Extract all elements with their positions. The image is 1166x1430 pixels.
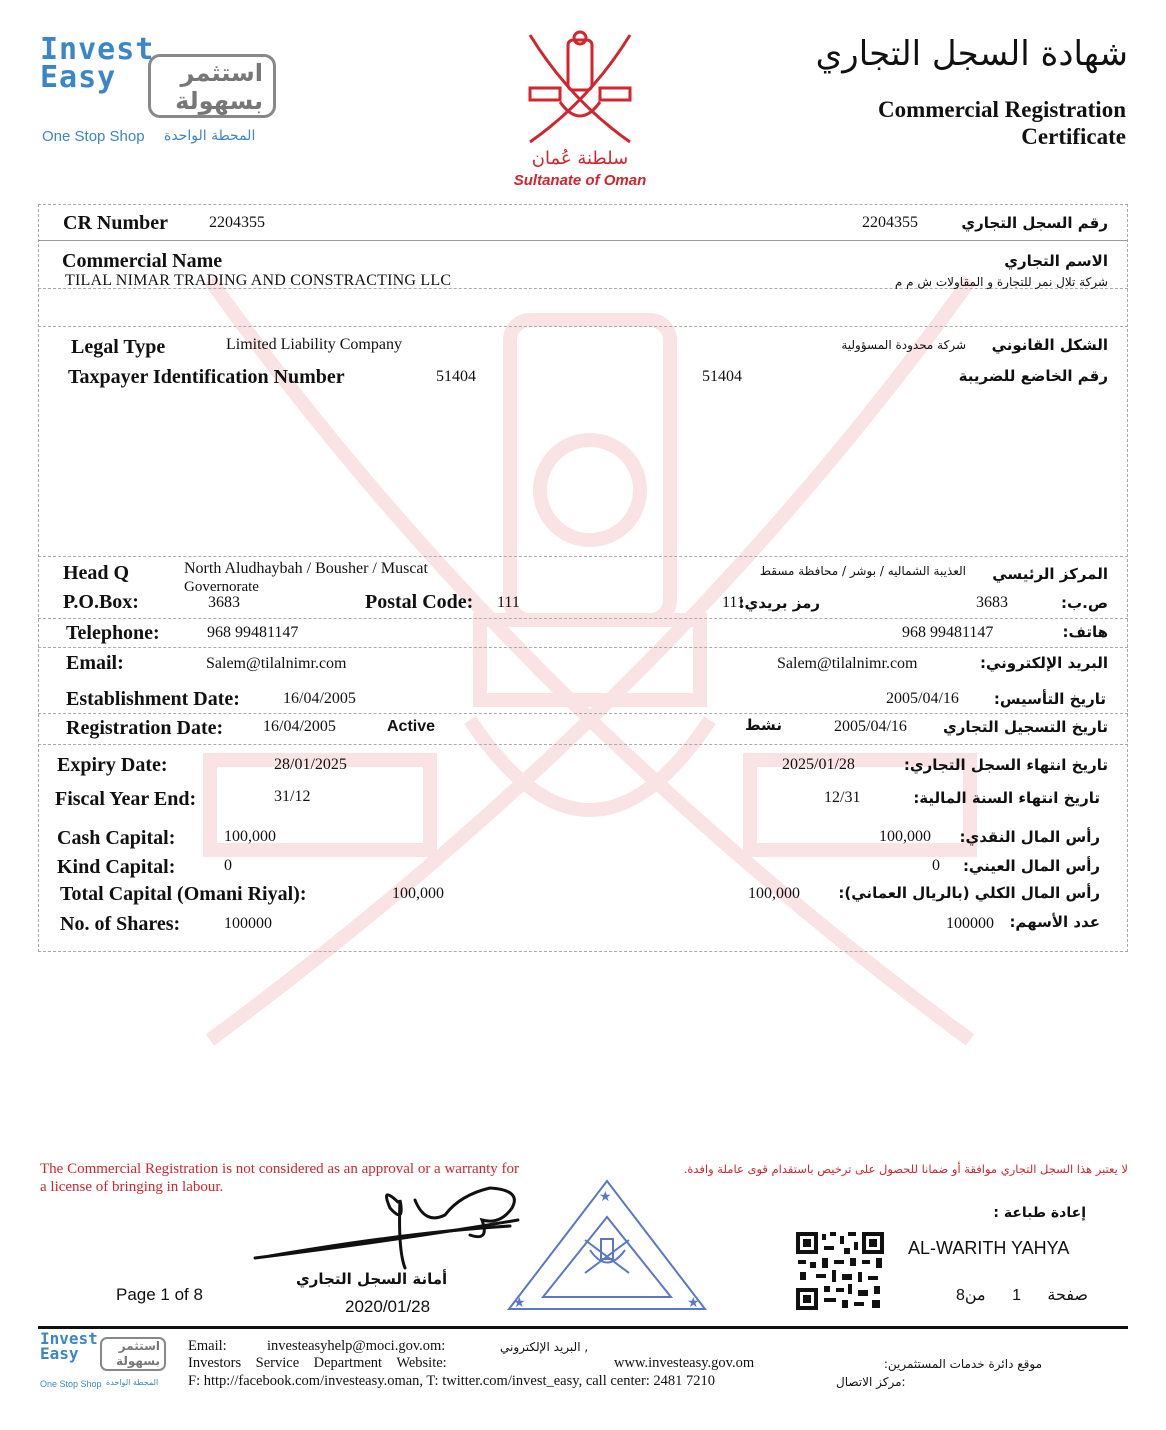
logo-text-invest: Invest bbox=[40, 32, 155, 67]
qr-code[interactable] bbox=[796, 1232, 884, 1310]
khanjar-icon bbox=[500, 30, 660, 150]
invest-easy-footer-logo bbox=[40, 1331, 172, 1393]
status-badge: Active bbox=[387, 718, 436, 735]
svg-text:★: ★ bbox=[599, 1189, 612, 1205]
page-indicator-ar: صفحة 1 من8 bbox=[955, 1287, 1088, 1304]
postal-code-label: Postal Code: bbox=[365, 591, 474, 613]
logo-text-ar-1: استثمر bbox=[180, 59, 263, 87]
registration-date-value: 16/04/2005 bbox=[263, 718, 336, 735]
total-capital-label: Total Capital (Omani Riyal): bbox=[60, 883, 307, 905]
legal-type-label-ar: الشكل القانوني bbox=[991, 336, 1108, 354]
email-label-ar: البريد الإلكتروني: bbox=[980, 654, 1108, 672]
footer-logo-ar-1: استثمر bbox=[118, 1339, 160, 1353]
head-q-label: Head Q bbox=[63, 562, 130, 584]
kind-capital-label: Kind Capital: bbox=[57, 856, 176, 878]
expiry-date-label: Expiry Date: bbox=[57, 754, 168, 776]
divider bbox=[38, 647, 1128, 648]
taxpayer-id-label: Taxpayer Identification Number bbox=[68, 366, 345, 388]
fiscal-year-end-label-ar: تاريخ انتهاء السنة المالية: bbox=[913, 789, 1100, 807]
certificate-title-ar: شهادة السجل التجاري bbox=[815, 34, 1128, 74]
establishment-date-value-ar: 2005/04/16 bbox=[886, 690, 959, 707]
divider bbox=[38, 240, 1128, 241]
po-box-label: P.O.Box: bbox=[63, 591, 139, 613]
commercial-name-label: Commercial Name bbox=[62, 250, 223, 272]
contact-call-label-ar: :مركز الاتصال bbox=[836, 1375, 906, 1389]
postal-code-value-ar: 111 bbox=[722, 594, 745, 611]
contact-website[interactable]: www.investeasy.gov.om bbox=[614, 1355, 755, 1371]
contact-email-label-ar: , البريد الإلكتروني bbox=[500, 1340, 589, 1354]
po-box-value-ar: 3683 bbox=[976, 594, 1008, 611]
contact-dept-label: Investors Service Department Website: bbox=[188, 1355, 447, 1371]
footer-logo-ar-2: بسهولة bbox=[116, 1354, 160, 1368]
contact-social[interactable]: F: http://facebook.com/investeasy.oman, T: twitter.com/invest_easy, call center: 2481 7210 bbox=[188, 1373, 716, 1389]
page-indicator-en: Page 1 of 8 bbox=[116, 1285, 203, 1304]
commercial-name-value: TILAL NIMAR TRADING AND CONSTRACTING LLC bbox=[65, 272, 452, 289]
divider bbox=[38, 744, 1128, 745]
legal-type-value: Limited Liability Company bbox=[226, 336, 402, 353]
shares-label: No. of Shares: bbox=[60, 913, 181, 935]
footer-logo-tagline: One Stop Shop bbox=[40, 1379, 102, 1389]
footer-logo-tagline-ar: المحطة الواحدة bbox=[106, 1378, 159, 1387]
cash-capital-value: 100,000 bbox=[224, 828, 276, 845]
shares-label-ar: عدد الأسهم: bbox=[1009, 913, 1100, 931]
shares-value-ar: 100000 bbox=[946, 915, 994, 932]
divider bbox=[38, 326, 1128, 327]
email-value-ar[interactable]: Salem@tilalnimr.com bbox=[777, 655, 918, 672]
establishment-date-label: Establishment Date: bbox=[66, 688, 240, 710]
cash-capital-value-ar: 100,000 bbox=[879, 828, 931, 845]
status-badge-ar: نشط bbox=[745, 716, 782, 734]
certificate-title-en: Commercial Registration Certificate bbox=[877, 97, 1126, 149]
cash-capital-label: Cash Capital: bbox=[57, 827, 176, 849]
logo-text-easy: Easy bbox=[40, 60, 117, 95]
footer-logo-frame bbox=[100, 1337, 166, 1371]
emblem-caption-en: Sultanate of Oman bbox=[513, 172, 647, 189]
footer-divider bbox=[38, 1326, 1128, 1329]
svg-text:★: ★ bbox=[687, 1295, 700, 1311]
kind-capital-label-ar: رأس المال العيني: bbox=[962, 857, 1100, 875]
cr-number-label: CR Number bbox=[63, 212, 168, 234]
legal-type-value-ar: شركة محدودة المسؤولية bbox=[841, 338, 966, 352]
total-capital-label-ar: رأس المال الكلي (بالريال العماني): bbox=[838, 884, 1100, 902]
divider bbox=[38, 556, 1128, 557]
oman-emblem bbox=[500, 30, 660, 190]
registration-date-label: Registration Date: bbox=[66, 717, 224, 739]
head-q-value-ar: العذيبة الشماليه / بوشر / محافظة مسقط bbox=[759, 564, 966, 578]
disclaimer-en: The Commercial Registration is not considered as an approval or a warranty for a license of bringing in labour. bbox=[40, 1161, 520, 1195]
signature-date: 2020/01/28 bbox=[345, 1297, 431, 1316]
logo-frame bbox=[148, 54, 276, 118]
taxpayer-id-label-ar: رقم الخاضع للضريبة bbox=[958, 367, 1108, 385]
legal-type-label: Legal Type bbox=[71, 336, 166, 358]
commercial-name-label-ar: الاسم التجاري bbox=[1004, 252, 1108, 270]
head-q-value-line2: Governorate bbox=[184, 579, 259, 595]
svg-text:★: ★ bbox=[513, 1295, 526, 1311]
footer-logo-easy: Easy bbox=[40, 1344, 79, 1363]
head-q-value-line1: North Aludhaybah / Bousher / Muscat bbox=[184, 560, 428, 577]
taxpayer-id-value: 51404 bbox=[436, 368, 476, 385]
total-capital-value: 100,000 bbox=[392, 885, 444, 902]
telephone-value: 968 99481147 bbox=[207, 624, 299, 641]
expiry-date-label-ar: تاريخ انتهاء السجل التجاري: bbox=[903, 756, 1108, 774]
registration-date-value-ar: 2005/04/16 bbox=[834, 718, 907, 735]
fiscal-year-end-value: 31/12 bbox=[274, 788, 311, 805]
signatory-title-ar: أمانة السجل التجاري bbox=[296, 1270, 448, 1288]
fiscal-year-end-label: Fiscal Year End: bbox=[55, 788, 197, 810]
email-label: Email: bbox=[66, 652, 124, 674]
taxpayer-id-value-ar: 51404 bbox=[702, 368, 742, 385]
expiry-date-value: 28/01/2025 bbox=[274, 756, 347, 773]
signature-image bbox=[250, 1180, 530, 1270]
po-box-value: 3683 bbox=[208, 594, 240, 611]
divider bbox=[38, 618, 1128, 619]
contact-website-label-ar: موقع دائرة خدمات المستثمرين: bbox=[883, 1357, 1042, 1371]
establishment-date-label-ar: تاريخ التأسيس: bbox=[993, 690, 1106, 708]
shares-value: 100000 bbox=[224, 915, 272, 932]
cr-number-value: 2204355 bbox=[209, 214, 265, 231]
kind-capital-value: 0 bbox=[224, 857, 232, 874]
cr-number-label-ar: رقم السجل التجاري bbox=[961, 214, 1108, 232]
telephone-value-ar: 968 99481147 bbox=[902, 624, 994, 641]
logo-tagline-en: One Stop Shop bbox=[42, 128, 145, 145]
kind-capital-value-ar: 0 bbox=[932, 857, 940, 874]
divider bbox=[38, 713, 1128, 714]
po-box-label-ar: ص.ب: bbox=[1061, 594, 1108, 612]
invest-easy-logo bbox=[40, 32, 280, 154]
registration-date-label-ar: تاريخ التسجيل التجاري bbox=[943, 718, 1108, 736]
telephone-label-ar: هاتف: bbox=[1062, 623, 1108, 641]
logo-text-ar-2: بسهولة bbox=[175, 87, 263, 115]
head-q-label-ar: المركز الرئيسي bbox=[992, 565, 1108, 583]
logo-tagline-ar: المحطة الواحدة bbox=[164, 128, 256, 144]
establishment-date-value: 16/04/2005 bbox=[283, 690, 356, 707]
contact-email[interactable]: investeasyhelp@moci.gov.om: bbox=[267, 1338, 446, 1354]
postal-code-value: 111 bbox=[497, 594, 520, 611]
telephone-label: Telephone: bbox=[66, 622, 160, 644]
cr-number-value-ar: 2204355 bbox=[862, 214, 918, 231]
ministry-stamp bbox=[505, 1175, 710, 1315]
postal-code-label-ar: رمز بريدي: bbox=[738, 594, 820, 612]
disclaimer-ar: لا يعتبر هذا السجل التجاري موافقة أو ضمانا للحصول على ترخيص باستقدام قوى عاملة وافدة. bbox=[683, 1162, 1128, 1176]
email-value[interactable]: Salem@tilalnimr.com bbox=[206, 655, 347, 672]
commercial-name-value-ar: شركة تلال نمر للتجارة و المقاولات ش م م bbox=[894, 275, 1108, 289]
total-capital-value-ar: 100,000 bbox=[748, 885, 800, 902]
reprint-label-ar: إعادة طباعة : bbox=[993, 1205, 1086, 1221]
cash-capital-label-ar: رأس المال النقدي: bbox=[959, 828, 1100, 846]
printed-by-name: AL-WARITH YAHYA bbox=[908, 1238, 1070, 1258]
expiry-date-value-ar: 2025/01/28 bbox=[782, 756, 855, 773]
emblem-caption-ar: سلطنة عُمان bbox=[531, 148, 629, 169]
contact-email-label: Email: bbox=[188, 1338, 227, 1354]
fiscal-year-end-value-ar: 12/31 bbox=[824, 789, 861, 806]
footer-logo-invest: Invest bbox=[40, 1329, 98, 1348]
